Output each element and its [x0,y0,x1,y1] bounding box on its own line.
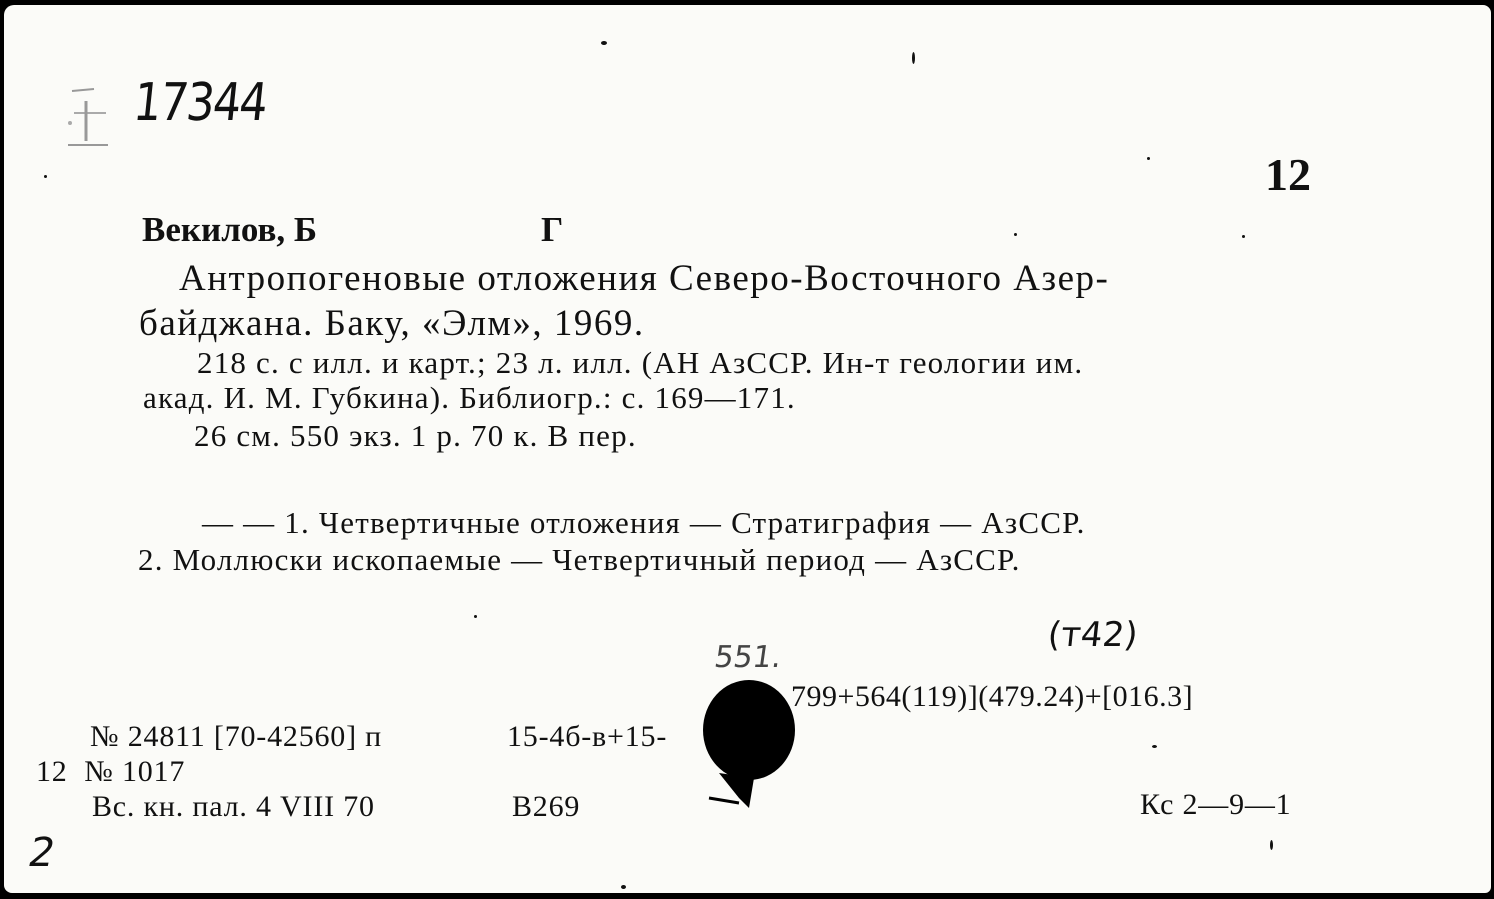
description-line-1: 218 с. с илл. и карт.; 23 л. илл. (АН АзССР. Ин-т геологии им. [197,345,1084,380]
description-line-2: акад. И. М. Губкина). Библиогр.: с. 169—171. [143,380,796,415]
speck [601,41,607,45]
speck [1014,233,1017,236]
chamber-line: Вс. кн. пал. 4 VIII 70 [92,790,375,823]
inventory-number: 17344 [130,73,270,133]
speck [1147,157,1150,160]
author-name: Векилов, Б [142,210,318,249]
handwritten-corner-mark: 2 [24,830,60,876]
ks-code: Кс 2—9—1 [1140,788,1292,821]
section-number: 12 [1265,149,1311,200]
speck [474,615,477,618]
ink-blot-icon [699,678,799,818]
record-number: № 24811 [70-42560] п [90,720,383,753]
copies-prefix: 12 [36,755,68,788]
subjects-line-2: 2. Моллюски ископаемые — Четвертичный период — АзССР. [138,542,1021,577]
speck [44,175,47,178]
speck [1270,840,1273,850]
record-code: 15-4б-в+15- [507,720,668,753]
handwritten-class-2: (т42) [1045,615,1140,655]
speck [912,52,915,64]
speck [621,885,626,889]
handwritten-class-1: 551. [712,640,784,675]
subjects-line-1: — — 1. Четвертичные отложения — Стратиграфия — АзССР. [202,505,1086,540]
speck [1242,235,1245,238]
copies-number: № 1017 [84,755,186,788]
speck [1152,745,1157,748]
stamp-smudge-icon [64,83,112,149]
chamber-code: В269 [512,790,581,823]
classification-index: 799+564(119)](479.24)+[016.3] [791,680,1194,713]
title-line-2: байджана. Баку, «Элм», 1969. [139,303,645,344]
catalog-card [4,5,1491,893]
copies-line [36,755,185,789]
title-line-1: Антропогеновые отложения Северо-Восточного Азер- [179,258,1110,299]
author-initial: Г [541,210,564,249]
author-heading [142,210,563,250]
description-line-3: 26 см. 550 экз. 1 р. 70 к. В пер. [194,418,637,453]
